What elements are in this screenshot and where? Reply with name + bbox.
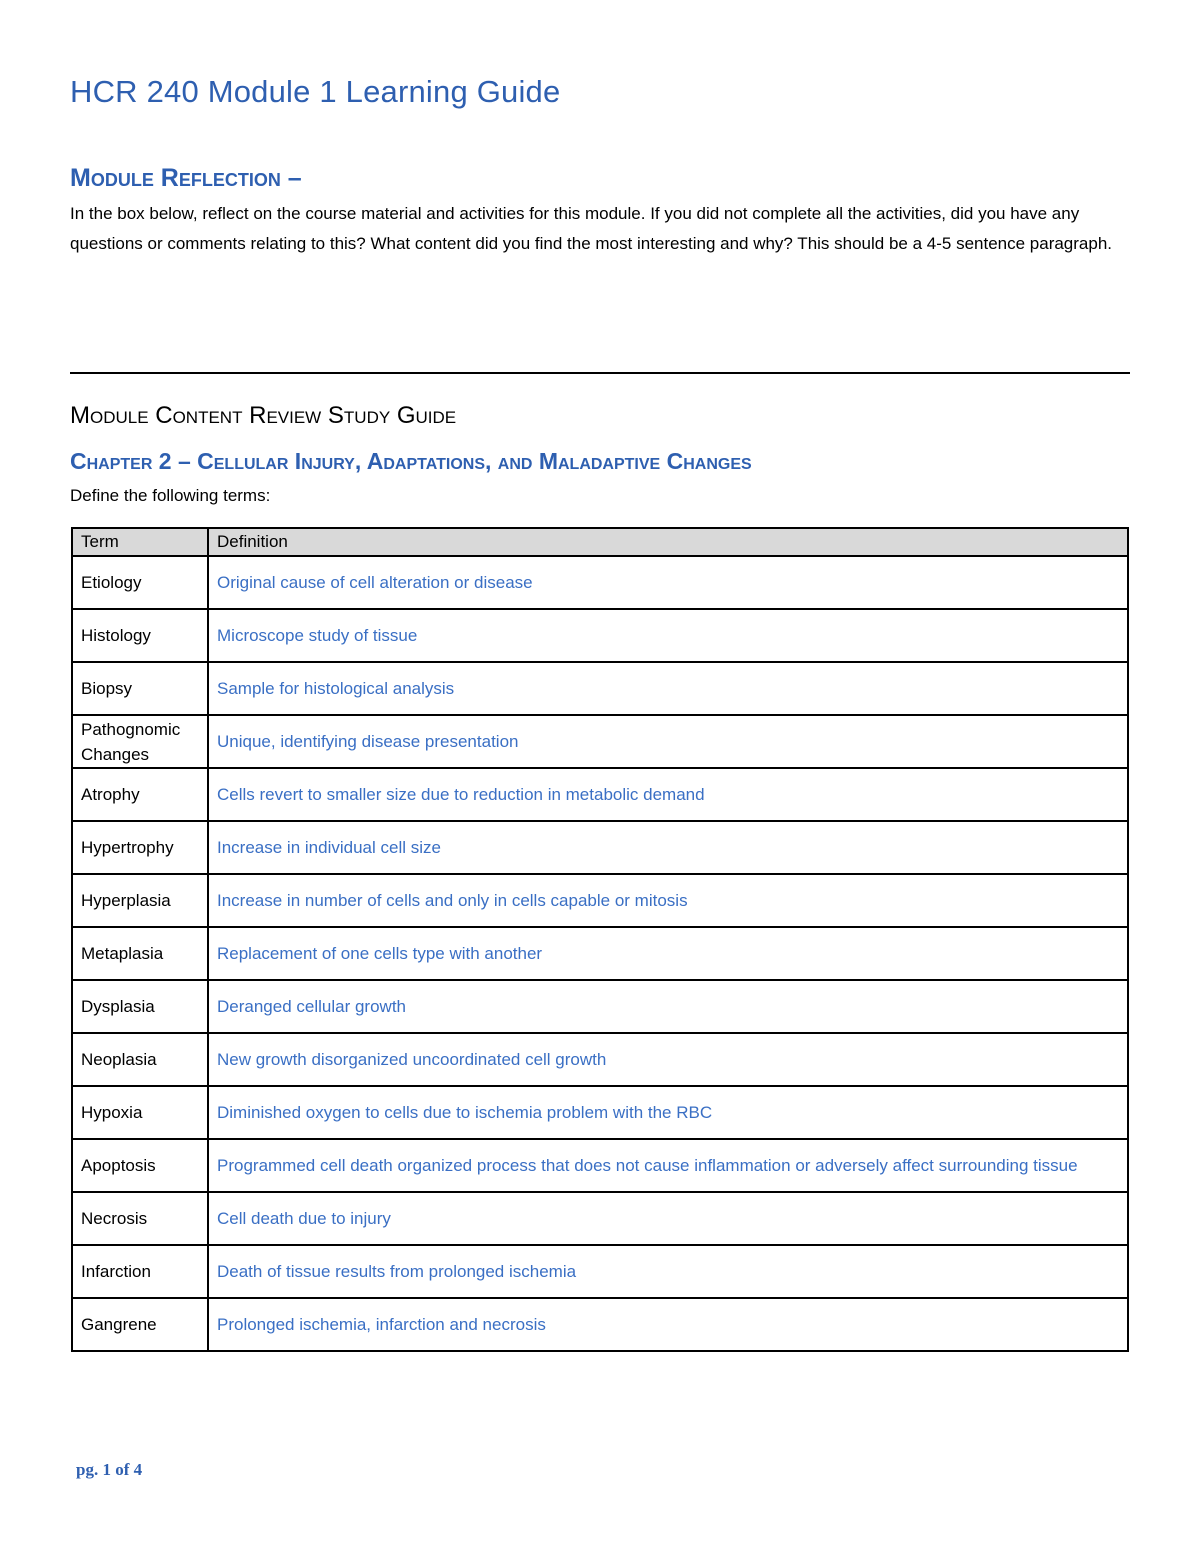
term-cell: Metaplasia bbox=[72, 927, 208, 980]
table-row bbox=[72, 1298, 1128, 1351]
table-row bbox=[72, 980, 1128, 1033]
term-column-header: Term bbox=[72, 528, 208, 556]
definition-cell[interactable]: Sample for histological analysis bbox=[208, 662, 1128, 715]
term-cell: Neoplasia bbox=[72, 1033, 208, 1086]
table-row bbox=[72, 609, 1128, 662]
term-cell: Biopsy bbox=[72, 662, 208, 715]
term-cell: Apoptosis bbox=[72, 1139, 208, 1192]
table-row bbox=[72, 1033, 1128, 1086]
term-cell: Gangrene bbox=[72, 1298, 208, 1351]
term-cell: Hypertrophy bbox=[72, 821, 208, 874]
definition-cell[interactable]: Unique, identifying disease presentation bbox=[208, 715, 1128, 768]
table-row bbox=[72, 715, 1128, 768]
terms-table bbox=[71, 527, 1129, 1352]
term-cell: Atrophy bbox=[72, 768, 208, 821]
definition-cell[interactable]: Deranged cellular growth bbox=[208, 980, 1128, 1033]
definition-cell[interactable]: Replacement of one cells type with another bbox=[208, 927, 1128, 980]
table-row bbox=[72, 1245, 1128, 1298]
term-cell: Necrosis bbox=[72, 1192, 208, 1245]
define-terms-prompt: Define the following terms: bbox=[70, 486, 271, 505]
table-row bbox=[72, 662, 1128, 715]
term-cell: Hyperplasia bbox=[72, 874, 208, 927]
document-title: HCR 240 Module 1 Learning Guide bbox=[70, 74, 561, 109]
table-row bbox=[72, 556, 1128, 609]
chapter-heading: Chapter 2 – Cellular Injury, Adaptations, and Maladaptive Changes bbox=[70, 448, 752, 474]
definition-cell[interactable]: Programmed cell death organized process that does not cause inflammation or adversely affect surrounding tissue bbox=[208, 1139, 1128, 1192]
table-row bbox=[72, 821, 1128, 874]
reflection-prompt: In the box below, reflect on the course material and activities for this module. If you did not complete all the activities, did you have any questions or comments relating to this? What content did you find the most interesting and why? This should be a 4-5 sentence paragraph. bbox=[70, 204, 1113, 253]
definition-cell[interactable]: Increase in number of cells and only in cells capable or mitosis bbox=[208, 874, 1128, 927]
table-row bbox=[72, 1086, 1128, 1139]
term-cell: Histology bbox=[72, 609, 208, 662]
page-number: pg. 1 of 4 bbox=[76, 1460, 143, 1479]
section-divider bbox=[70, 372, 1130, 374]
term-cell: Pathognomic Changes bbox=[72, 715, 208, 768]
definition-cell[interactable]: Death of tissue results from prolonged ischemia bbox=[208, 1245, 1128, 1298]
term-cell: Infarction bbox=[72, 1245, 208, 1298]
term-cell: Dysplasia bbox=[72, 980, 208, 1033]
module-reflection-heading: Module Reflection – bbox=[70, 164, 302, 192]
table-row bbox=[72, 927, 1128, 980]
table-row bbox=[72, 768, 1128, 821]
table-row bbox=[72, 1139, 1128, 1192]
definition-cell[interactable]: Prolonged ischemia, infarction and necrosis bbox=[208, 1298, 1128, 1351]
definition-cell[interactable]: Increase in individual cell size bbox=[208, 821, 1128, 874]
definition-column-header: Definition bbox=[208, 528, 1128, 556]
term-cell: Etiology bbox=[72, 556, 208, 609]
definition-cell[interactable]: New growth disorganized uncoordinated cell growth bbox=[208, 1033, 1128, 1086]
definition-cell[interactable]: Cells revert to smaller size due to reduction in metabolic demand bbox=[208, 768, 1128, 821]
term-cell: Hypoxia bbox=[72, 1086, 208, 1139]
definition-cell[interactable]: Original cause of cell alteration or disease bbox=[208, 556, 1128, 609]
study-guide-heading: Module Content Review Study Guide bbox=[70, 402, 457, 429]
table-row bbox=[72, 874, 1128, 927]
definition-cell[interactable]: Microscope study of tissue bbox=[208, 609, 1128, 662]
definition-cell[interactable]: Diminished oxygen to cells due to ischemia problem with the RBC bbox=[208, 1086, 1128, 1139]
table-header-row bbox=[72, 528, 1128, 556]
definition-cell[interactable]: Cell death due to injury bbox=[208, 1192, 1128, 1245]
table-row bbox=[72, 1192, 1128, 1245]
